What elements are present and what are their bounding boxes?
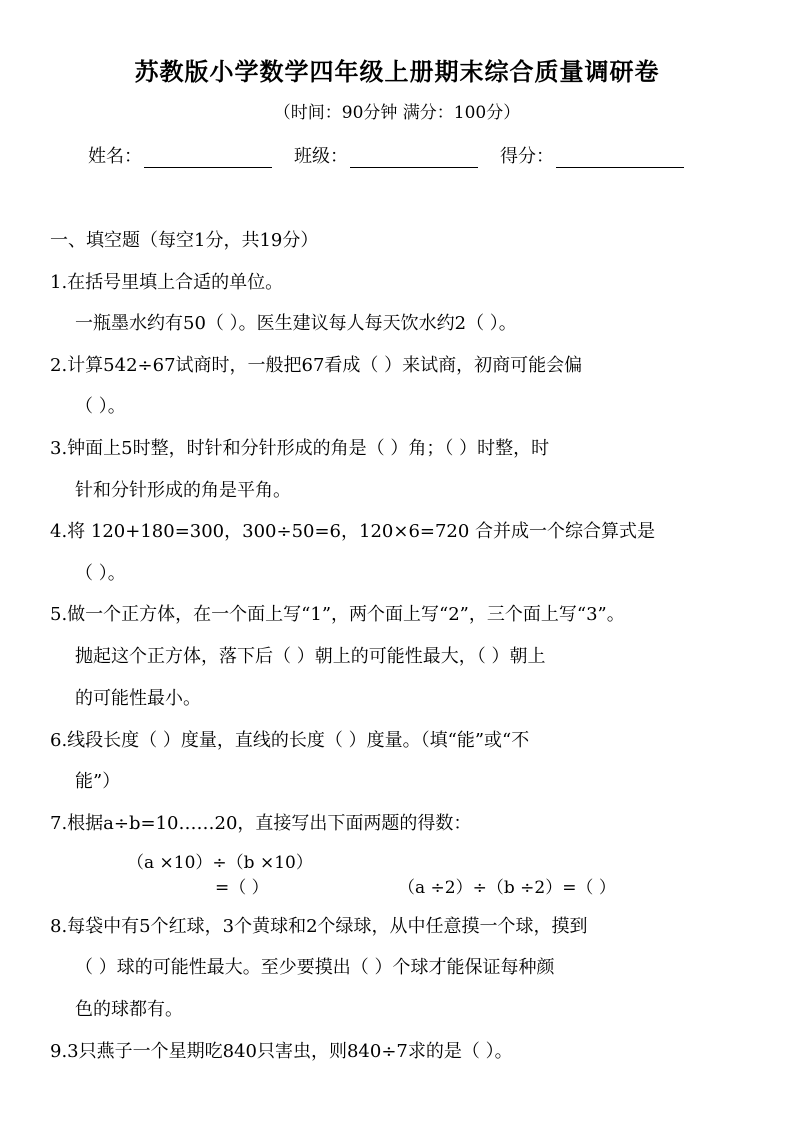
name-field xyxy=(88,142,272,168)
score-blank[interactable] xyxy=(556,149,684,168)
question-8-cont: （ ）球的可能性最大。至少要摸出（ ）个球才能保证每种颜 xyxy=(75,957,555,978)
math-expression-1: （a ×10）÷（b ×10） xyxy=(127,853,313,873)
question-1: 1.在括号里填上合适的单位。 xyxy=(50,272,284,293)
math-expression-2: （a ÷2）÷（b ÷2）=（ ） xyxy=(398,878,616,898)
question-4: 4.将 120+180=300，300÷50=6，120×6=720 合并成一个综合算式是 xyxy=(50,521,656,542)
question-2-cont: （ ）。 xyxy=(75,396,126,417)
question-8-cont2: 色的球都有。 xyxy=(75,999,183,1020)
question-1-body: 一瓶墨水约有50（ ）。医生建议每人每天饮水约2（ ）。 xyxy=(75,313,517,334)
class-blank[interactable] xyxy=(350,149,478,168)
class-field xyxy=(294,142,478,168)
question-6-cont: 能”） xyxy=(75,771,121,792)
score-field xyxy=(500,142,684,168)
student-info-row xyxy=(88,142,684,168)
question-3-cont: 针和分针形成的角是平角。 xyxy=(75,480,291,501)
question-9: 9.3只燕子一个星期吃840只害虫，则840÷7求的是（ ）。 xyxy=(50,1041,513,1062)
exam-subtitle: （时间：90分钟 满分：100分） xyxy=(273,103,521,123)
page-title: 苏教版小学数学四年级上册期末综合质量调研卷 xyxy=(134,57,660,86)
class-label: 班级： xyxy=(294,146,348,167)
question-8: 8.每袋中有5个红球，3个黄球和2个绿球，从中任意摸一个球，摸到 xyxy=(50,916,588,937)
name-label: 姓名： xyxy=(88,146,142,167)
math-answer-1: =（ ） xyxy=(215,878,269,898)
question-5-cont: 抛起这个正方体，落下后（ ）朝上的可能性最大，（ ）朝上 xyxy=(75,646,546,667)
question-3: 3.钟面上5时整，时针和分针形成的角是（ ）角；（ ）时整，时 xyxy=(50,438,550,459)
question-7: 7.根据a÷b=10……20，直接写出下面两题的得数： xyxy=(50,813,472,834)
name-blank[interactable] xyxy=(144,149,272,168)
question-6: 6.线段长度（ ）度量，直线的长度（ ）度量。（填“能”或“不 xyxy=(50,730,530,751)
question-2: 2.计算542÷67试商时，一般把67看成（ ）来试商，初商可能会偏 xyxy=(50,355,583,376)
question-4-cont: （ ）。 xyxy=(75,563,126,584)
section-heading: 一、填空题（每空1分，共19分） xyxy=(50,230,319,251)
score-label: 得分： xyxy=(500,146,554,167)
question-5-cont2: 的可能性最小。 xyxy=(75,688,201,709)
question-5: 5.做一个正方体，在一个面上写“1”，两个面上写“2”，三个面上写“3”。 xyxy=(50,604,625,625)
